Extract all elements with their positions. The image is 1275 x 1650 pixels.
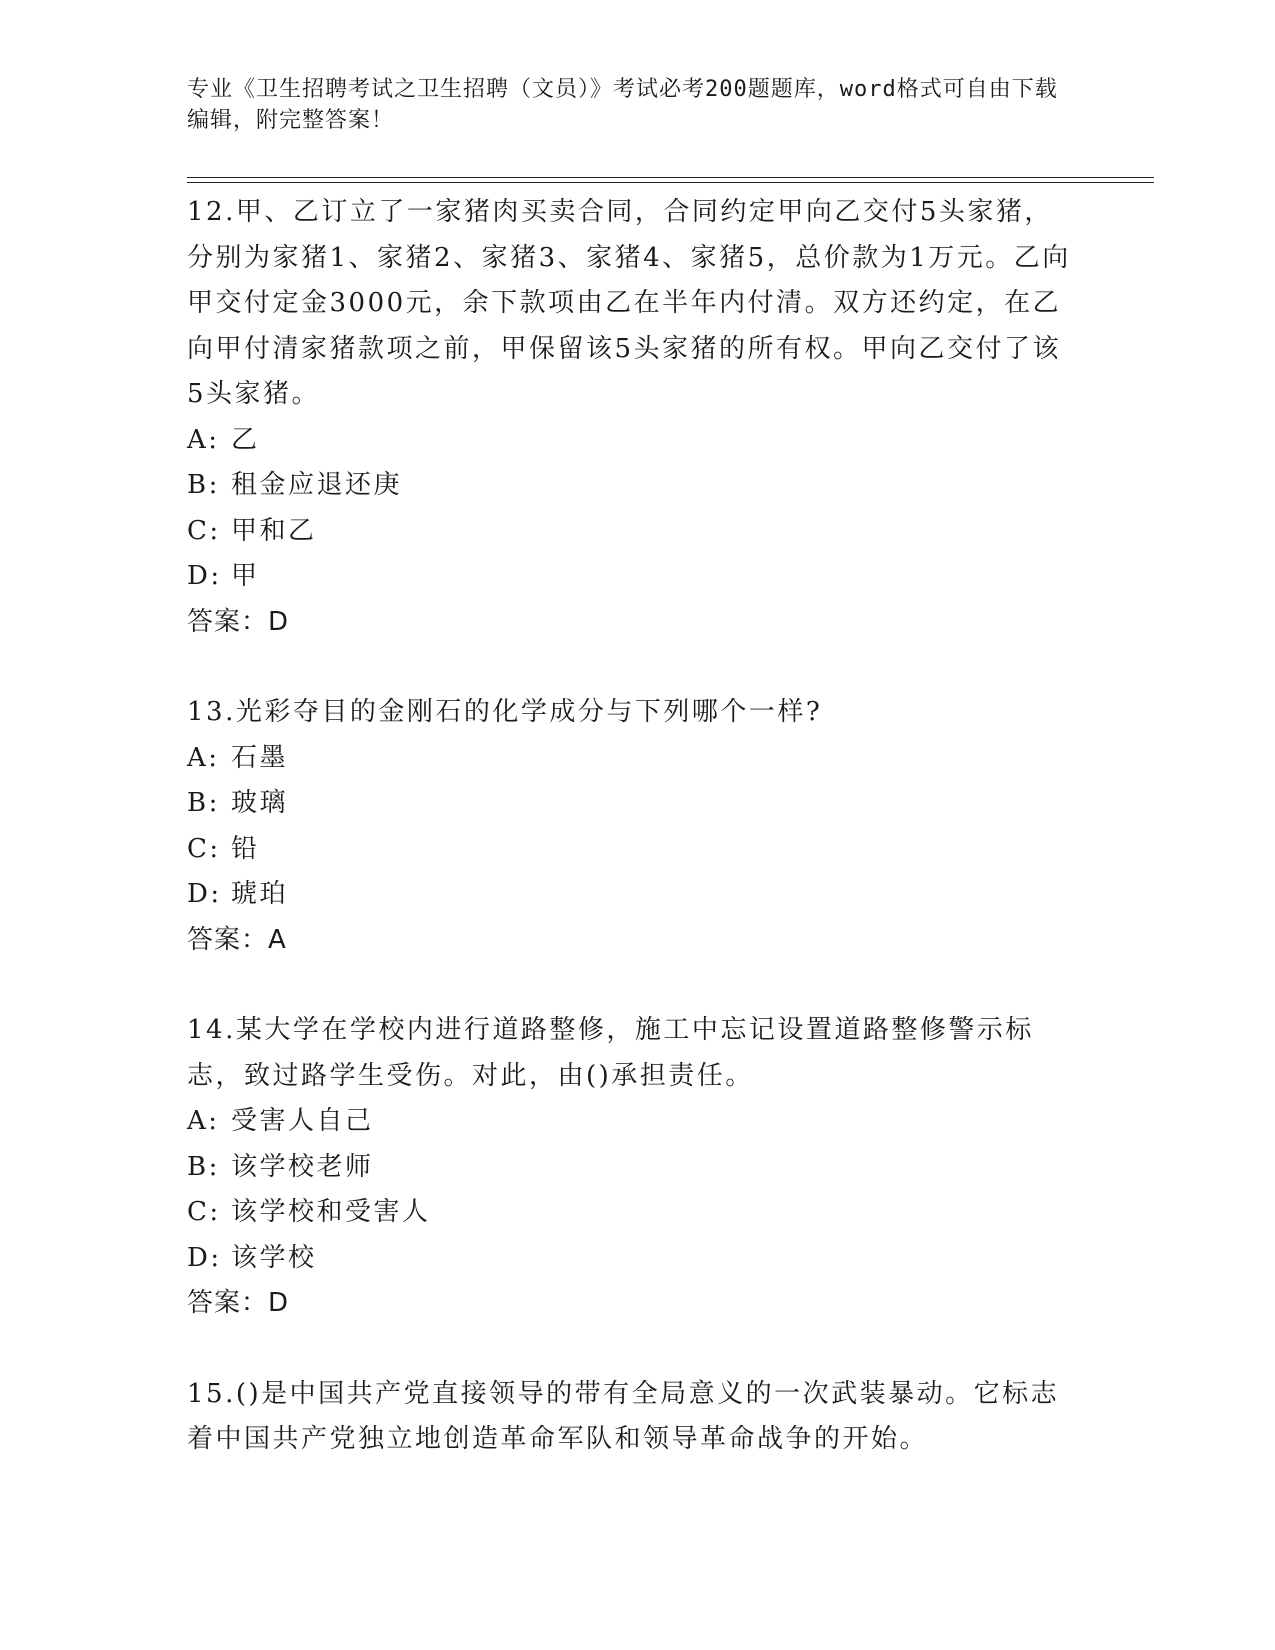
- question-stem: 12.甲、乙订立了一家猪肉买卖合同，合同约定甲向乙交付5头家猪，分别为家猪1、家猪2、家猪3、家猪4、家猪5，总价款为1万元。乙向甲交付定金3000元，余下款项由乙在半年内付清。双方还约定，在乙向甲付清家猪款项之前，甲保留该5头家猪的所有权。甲向乙交付了该5头家猪。: [187, 197, 1071, 409]
- option-key: C:: [187, 515, 221, 546]
- option-b: [187, 1145, 1077, 1191]
- option-key: B:: [187, 470, 220, 500]
- option-d: [187, 554, 1077, 600]
- option-a: [187, 1099, 1077, 1145]
- question-14: [187, 1008, 1077, 1327]
- question-12: [187, 190, 1077, 645]
- option-a: [187, 418, 1077, 464]
- question-13: [187, 690, 1077, 963]
- option-key: D:: [187, 879, 222, 909]
- option-key: D:: [187, 561, 222, 591]
- answer-line: 答案：A: [187, 924, 287, 955]
- header-divider: [187, 177, 1154, 178]
- option-text: 玻璃: [231, 788, 289, 818]
- option-key: A:: [187, 424, 220, 455]
- option-c: [187, 827, 1077, 873]
- option-text: 受害人自己: [231, 1106, 374, 1136]
- question-15: [187, 1372, 1077, 1463]
- answer-line: 答案：D: [187, 1288, 290, 1318]
- option-c: [187, 509, 1077, 555]
- option-b: [187, 463, 1077, 509]
- option-key: B:: [187, 788, 220, 818]
- header-divider-secondary: [187, 182, 1154, 183]
- option-text: 甲: [231, 561, 260, 591]
- option-text: 该学校和受害人: [231, 1197, 431, 1227]
- option-text: 铅: [231, 833, 260, 864]
- option-d: [187, 1236, 1077, 1282]
- option-text: 该学校老师: [231, 1151, 374, 1182]
- option-text: 甲和乙: [231, 515, 317, 546]
- option-text: 琥珀: [231, 879, 289, 909]
- option-key: C:: [187, 1197, 221, 1227]
- option-a: [187, 736, 1077, 782]
- option-key: B:: [187, 1151, 220, 1182]
- option-c: [187, 1190, 1077, 1236]
- question-list: [187, 190, 1077, 1508]
- option-key: A:: [187, 1106, 220, 1136]
- document-header: 专业《卫生招聘考试之卫生招聘（文员）》考试必考200题题库，word格式可自由下载编辑，附完整答案！: [187, 77, 1058, 133]
- option-text: 该学校: [231, 1242, 317, 1273]
- option-d: [187, 872, 1077, 918]
- option-text: 乙: [231, 424, 260, 455]
- answer-line: 答案：D: [187, 606, 290, 637]
- question-stem: 13.光彩夺目的金刚石的化学成分与下列哪个一样?: [187, 697, 823, 727]
- question-stem: 15.()是中国共产党直接领导的带有全局意义的一次武装暴动。它标志着中国共产党独立地创造革命军队和领导革命战争的开始。: [187, 1378, 1060, 1454]
- option-key: D:: [187, 1242, 222, 1273]
- question-stem: 14.某大学在学校内进行道路整修，施工中忘记设置道路整修警示标志，致过路学生受伤。对此，由()承担责任。: [187, 1015, 1034, 1091]
- option-b: [187, 781, 1077, 827]
- option-key: C:: [187, 833, 221, 864]
- option-text: 石墨: [231, 742, 289, 773]
- option-key: A:: [187, 742, 220, 773]
- option-text: 租金应退还庚: [231, 470, 403, 500]
